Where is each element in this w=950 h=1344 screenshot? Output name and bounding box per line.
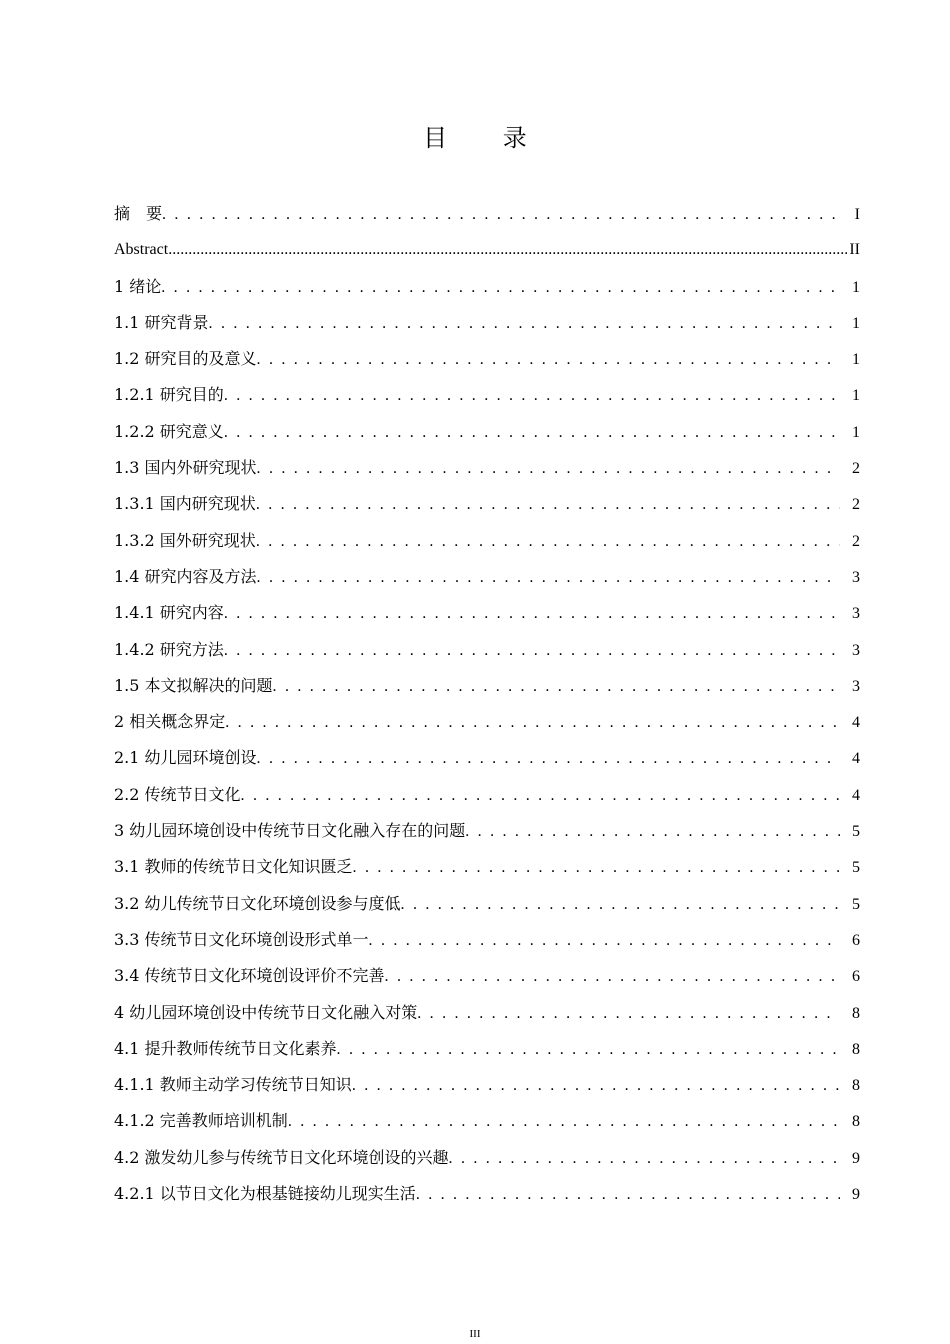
toc-entry[interactable] <box>114 849 860 885</box>
toc-entry-page: 3 <box>852 568 860 586</box>
toc-entry-label: 3.4 传统节日文化环境创设评价不完善 <box>114 966 385 986</box>
toc-entry[interactable] <box>114 1103 860 1139</box>
toc-entry[interactable] <box>114 559 860 595</box>
toc-entry-page: 5 <box>852 895 860 913</box>
toc-entry[interactable] <box>114 1140 860 1176</box>
toc-entry-label: 1.4.2 研究方法 <box>114 639 224 659</box>
toc-entry-page: 1 <box>852 278 860 296</box>
toc-entry[interactable] <box>114 414 860 450</box>
dot-leader <box>225 705 840 740</box>
toc-entry-label: 1.2 研究目的及意义 <box>114 349 257 369</box>
toc-entry-label: 4.1.2 完善教师培训机制 <box>114 1111 288 1131</box>
toc-entry-label: 1.3 国内外研究现状 <box>114 458 257 478</box>
toc-entry-label: 2.1 幼儿园环境创设 <box>114 748 257 768</box>
toc-entry-page: 6 <box>852 968 860 986</box>
toc-entry-page: 8 <box>852 1077 860 1095</box>
toc-entry-page: 4 <box>852 750 860 768</box>
toc-entry[interactable] <box>114 704 860 740</box>
toc-entry[interactable] <box>114 1067 860 1103</box>
toc-entry[interactable] <box>114 995 860 1031</box>
toc-entry-page: 1 <box>852 387 860 405</box>
toc-entry[interactable] <box>114 958 860 994</box>
dot-leader <box>417 996 840 1031</box>
toc-entry-page: 4 <box>852 714 860 732</box>
dot-leader <box>241 778 840 813</box>
toc-entry[interactable] <box>114 1031 860 1067</box>
dot-leader <box>224 596 840 631</box>
toc-entry-label: 4.2 激发幼儿参与传统节日文化环境创设的兴趣 <box>114 1147 449 1167</box>
toc-entry-abstract-en[interactable] <box>114 232 860 268</box>
dot-leader <box>337 1032 840 1067</box>
toc-entry-page: 8 <box>852 1113 860 1131</box>
dot-leader <box>256 524 840 559</box>
toc-entry[interactable] <box>114 377 860 413</box>
dot-leader <box>353 850 840 885</box>
toc-entry-label: 1.4.1 研究内容 <box>114 603 224 623</box>
dot-leader <box>385 959 840 994</box>
toc-entry[interactable] <box>114 305 860 341</box>
toc-entry-abstract-cn[interactable] <box>114 196 860 232</box>
toc-entry-page: 2 <box>852 532 860 550</box>
toc-entry[interactable] <box>114 632 860 668</box>
toc-entry-page: II <box>849 241 860 259</box>
toc-entry-page: 9 <box>852 1149 860 1167</box>
toc-entry[interactable] <box>114 777 860 813</box>
toc-entry-label: 2.2 传统节日文化 <box>114 784 241 804</box>
toc-entry-label: 4.2.1 以节日文化为根基链接幼儿现实生活 <box>114 1184 416 1204</box>
toc-entry[interactable] <box>114 450 860 486</box>
dot-leader <box>449 1141 840 1176</box>
toc-entry-label: 3.2 幼儿传统节日文化环境创设参与度低 <box>114 893 401 913</box>
toc-entry-label: 4 幼儿园环境创设中传统节日文化融入对策 <box>114 1002 418 1022</box>
toc-entry-label: 3.3 传统节日文化环境创设形式单一 <box>114 929 369 949</box>
toc-entry-page: 1 <box>852 314 860 332</box>
toc-entry-page: 3 <box>852 605 860 623</box>
toc-entry[interactable] <box>114 341 860 377</box>
toc-entry[interactable] <box>114 486 860 522</box>
dot-leader <box>288 1104 840 1139</box>
toc-entry-page: I <box>854 206 860 223</box>
toc-entry[interactable] <box>114 740 860 776</box>
toc-entry-label: 1.2.1 研究目的 <box>114 385 224 405</box>
dot-leader <box>209 306 840 341</box>
toc-entry-page: 1 <box>852 423 860 441</box>
toc-entry[interactable] <box>114 922 860 958</box>
dot-leader <box>257 741 840 776</box>
dot-leader <box>257 560 840 595</box>
toc-entry-page: 1 <box>852 351 860 369</box>
toc-entry[interactable] <box>114 668 860 704</box>
toc-entry-label: 3.1 教师的传统节日文化知识匮乏 <box>114 857 353 877</box>
toc-entry[interactable] <box>114 813 860 849</box>
table-of-contents <box>114 196 860 1212</box>
toc-entry-label: 1.2.2 研究意义 <box>114 421 224 441</box>
toc-entry-label: 3 幼儿园环境创设中传统节日文化融入存在的问题 <box>114 821 466 841</box>
toc-entry-page: 4 <box>852 786 860 804</box>
toc-entry[interactable] <box>114 269 860 305</box>
toc-entry-label: 2 相关概念界定 <box>114 712 226 732</box>
dot-leader <box>257 451 840 486</box>
toc-entry-page: 5 <box>852 823 860 841</box>
toc-entry-label: Abstract <box>114 241 169 259</box>
dot-leader <box>256 487 840 522</box>
dot-leader <box>162 197 840 232</box>
toc-entry-label: 4.1 提升教师传统节日文化素养 <box>114 1038 337 1058</box>
dot-leader <box>369 923 840 958</box>
toc-entry-page: 5 <box>852 859 860 877</box>
toc-entry-page: 2 <box>852 460 860 478</box>
dot-leader <box>257 342 840 377</box>
toc-entry-label: 1.3.1 国内研究现状 <box>114 494 256 514</box>
toc-entry-label: 4.1.1 教师主动学习传统节日知识 <box>114 1075 352 1095</box>
toc-entry-label: 1.5 本文拟解决的问题 <box>114 675 273 695</box>
toc-entry-page: 3 <box>852 677 860 695</box>
toc-entry-label: 1 绪论 <box>114 276 162 296</box>
dot-leader <box>352 1068 840 1103</box>
dot-leader <box>273 669 840 704</box>
toc-entry[interactable] <box>114 886 860 922</box>
toc-entry[interactable] <box>114 595 860 631</box>
dot-leader <box>224 378 840 413</box>
toc-entry[interactable] <box>114 523 860 559</box>
toc-entry-page: 2 <box>852 496 860 514</box>
toc-entry-page: 8 <box>852 1040 860 1058</box>
toc-entry-page: 3 <box>852 641 860 659</box>
footer-page-number: III <box>469 1328 481 1340</box>
dot-leader <box>161 270 840 305</box>
dot-leader <box>401 887 840 922</box>
toc-entry-page: 6 <box>852 931 860 949</box>
page-title: 目 录 <box>423 124 551 152</box>
dot-leader <box>224 415 840 450</box>
dot-leader <box>168 232 847 268</box>
toc-entry-page: 8 <box>852 1004 860 1022</box>
toc-entry-page: 9 <box>852 1186 860 1204</box>
toc-entry-label: 摘 要 <box>114 204 163 223</box>
toc-entry[interactable] <box>114 1176 860 1212</box>
dot-leader <box>465 814 840 849</box>
dot-leader <box>224 633 840 668</box>
toc-entry-label: 1.4 研究内容及方法 <box>114 566 257 586</box>
toc-entry-label: 1.1 研究背景 <box>114 312 209 332</box>
toc-entry-label: 1.3.2 国外研究现状 <box>114 530 256 550</box>
dot-leader <box>416 1177 840 1212</box>
